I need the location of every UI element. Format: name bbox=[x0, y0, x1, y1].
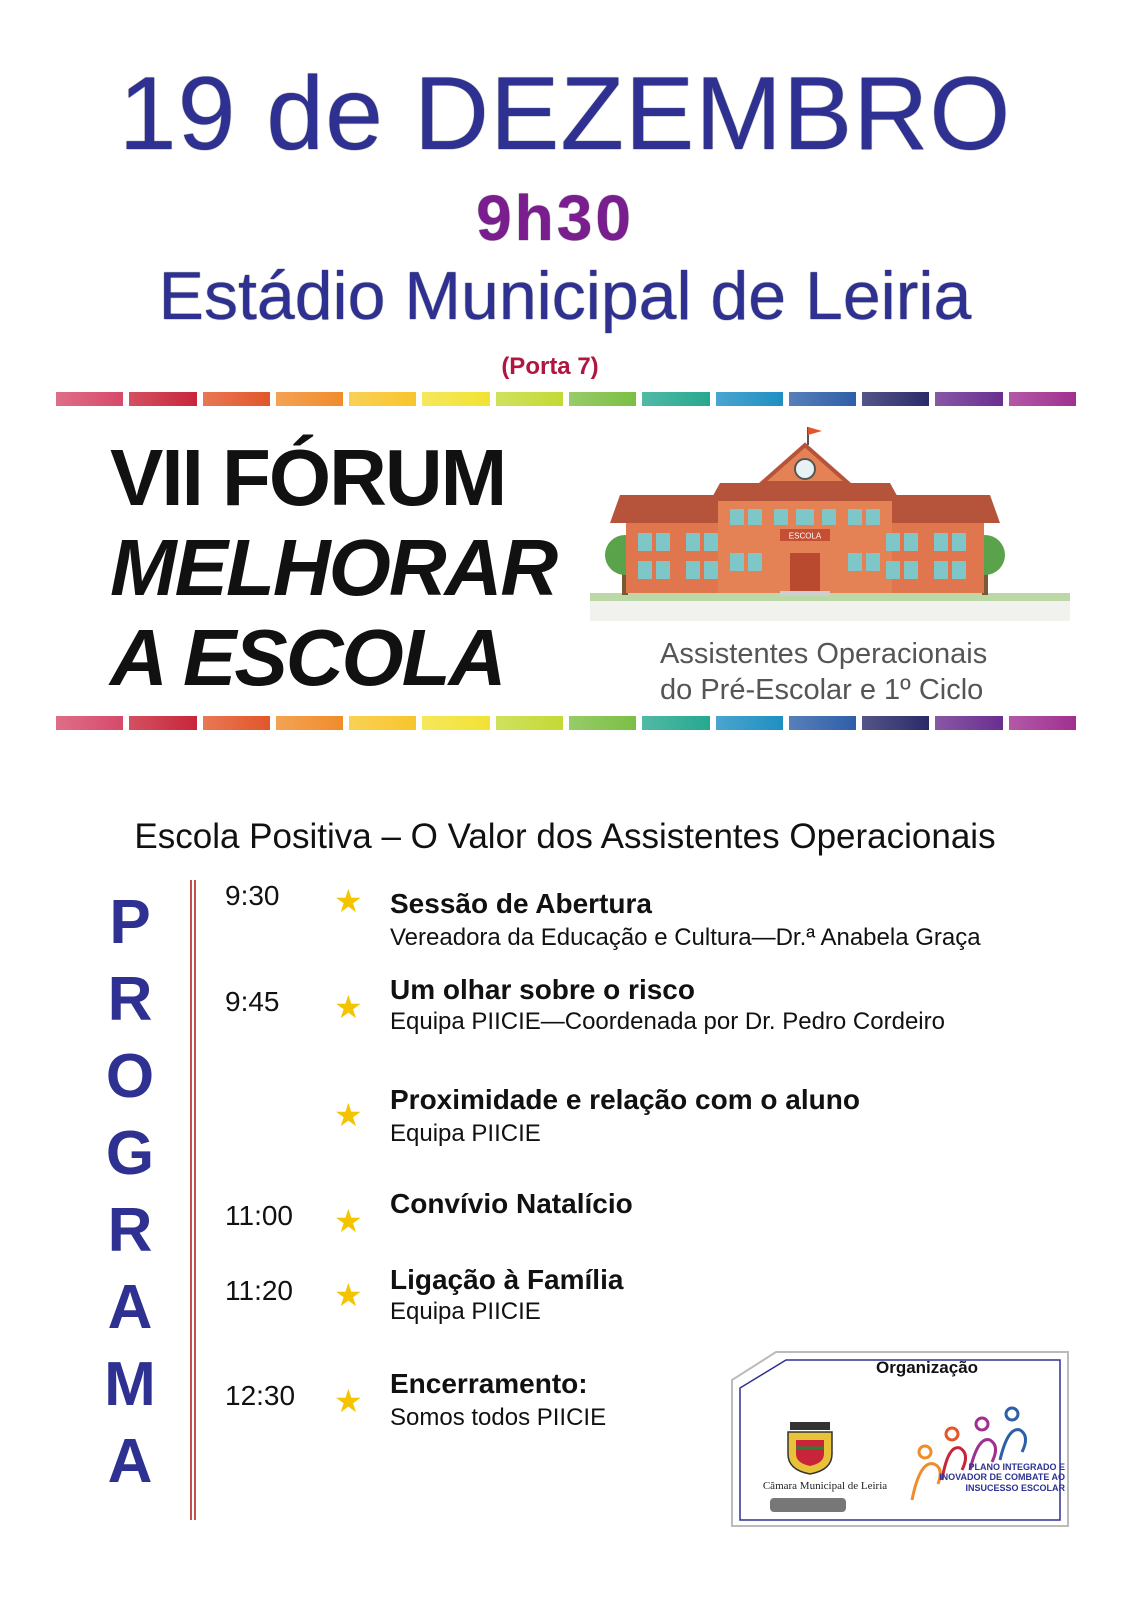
stripe-segment bbox=[789, 392, 856, 406]
stripe-segment bbox=[642, 392, 709, 406]
stripe-segment bbox=[862, 716, 929, 730]
clock-icon bbox=[795, 459, 815, 479]
program-item-time: 11:20 bbox=[225, 1275, 293, 1306]
programa-letter: P bbox=[109, 888, 151, 957]
programa-letter: M bbox=[104, 1350, 156, 1419]
program-item-title: Um olhar sobre o risco bbox=[390, 974, 695, 1005]
stripe-segment bbox=[349, 716, 416, 730]
flag-icon bbox=[808, 427, 822, 435]
programa-letter: A bbox=[107, 1273, 153, 1342]
program-item-desc: Equipa PIICIE bbox=[390, 1120, 541, 1147]
stripe-segment bbox=[496, 392, 563, 406]
programa-letter: R bbox=[107, 1196, 153, 1265]
program-item-time: 9:45 bbox=[225, 986, 280, 1017]
door bbox=[790, 553, 820, 593]
program-item-desc: Vereadora da Educação e Cultura—Dr.ª Anabela Graça bbox=[390, 924, 981, 951]
event-door: (Porta 7) bbox=[501, 353, 599, 380]
forum-title-line3: A ESCOLA bbox=[110, 613, 505, 702]
school-building-illustration bbox=[590, 425, 1070, 625]
event-time: 9h30 bbox=[476, 182, 634, 254]
programa-vertical-label bbox=[100, 884, 160, 1500]
stripe-segment bbox=[716, 392, 783, 406]
star-icon: ★ bbox=[334, 1383, 363, 1419]
stripe-segment bbox=[789, 716, 856, 730]
school-sign-text: ESCOLA bbox=[788, 531, 822, 541]
ground-shadow bbox=[590, 601, 1070, 621]
program-item-time: 12:30 bbox=[225, 1380, 296, 1411]
star-icon: ★ bbox=[334, 1203, 363, 1239]
stripe-segment bbox=[862, 392, 929, 406]
program-item-desc: Somos todos PIICIE bbox=[390, 1404, 607, 1431]
rainbow-stripe-top bbox=[56, 392, 1076, 406]
rainbow-stripe-bottom bbox=[56, 716, 1076, 730]
assistants-caption bbox=[660, 636, 987, 709]
stripe-segment bbox=[422, 716, 489, 730]
program-item-time: 9:30 bbox=[225, 880, 280, 911]
star-icon: ★ bbox=[334, 1277, 363, 1313]
star-icon: ★ bbox=[334, 989, 363, 1025]
stripe-segment bbox=[496, 716, 563, 730]
roof-center bbox=[710, 483, 900, 501]
program-divider-line bbox=[190, 880, 196, 1520]
star-icon: ★ bbox=[334, 1097, 363, 1133]
programa-letter: R bbox=[107, 965, 153, 1034]
stripe-segment bbox=[129, 392, 196, 406]
stripe-segment bbox=[422, 392, 489, 406]
program-item-title: Sessão de Abertura bbox=[390, 888, 652, 919]
steps bbox=[780, 591, 830, 596]
stripe-segment bbox=[716, 716, 783, 730]
stripe-segment bbox=[1009, 716, 1076, 730]
camara-website-badge bbox=[770, 1498, 846, 1512]
program-item-title: Proximidade e relação com o aluno bbox=[390, 1084, 860, 1115]
camara-municipal-name: Câmara Municipal de Leiria bbox=[762, 1480, 888, 1492]
assistants-caption-line1: Assistentes Operacionais bbox=[660, 638, 988, 670]
piicie-plan-name: PLANO INTEGRADO E INOVADOR DE COMBATE AO INSUCESSO ESCOLAR bbox=[939, 1462, 1065, 1493]
forum-title-line1: VII FÓRUM bbox=[110, 433, 506, 522]
stripe-segment bbox=[569, 716, 636, 730]
stripe-segment bbox=[276, 392, 343, 406]
programa-letter: O bbox=[105, 1042, 155, 1111]
stripe-segment bbox=[1009, 392, 1076, 406]
programa-letter: A bbox=[107, 1427, 153, 1496]
stripe-segment bbox=[56, 716, 123, 730]
stripe-segment bbox=[935, 392, 1002, 406]
event-venue: Estádio Municipal de Leiria bbox=[158, 258, 972, 334]
stripe-segment bbox=[642, 716, 709, 730]
assistants-caption-line2: do Pré-Escolar e 1º Ciclo bbox=[660, 674, 984, 707]
stripe-segment bbox=[276, 716, 343, 730]
leiria-coat-of-arms-icon bbox=[788, 1422, 832, 1474]
stripe-segment bbox=[569, 392, 636, 406]
program-item-desc: Equipa PIICIE bbox=[390, 1298, 541, 1325]
stripe-segment bbox=[203, 392, 270, 406]
stripe-segment bbox=[203, 716, 270, 730]
program-item-time: 11:00 bbox=[225, 1200, 293, 1231]
stripe-segment bbox=[129, 716, 196, 730]
forum-title-line2: MELHORAR bbox=[110, 523, 557, 612]
forum-subtitle: Escola Positiva – O Valor dos Assistentes Operacionais bbox=[134, 817, 996, 856]
stripe-segment bbox=[349, 392, 416, 406]
stripe-segment bbox=[56, 392, 123, 406]
program-item-title: Convívio Natalício bbox=[390, 1188, 633, 1219]
program-item-title: Ligação à Família bbox=[390, 1264, 624, 1295]
forum-title bbox=[110, 433, 557, 702]
star-icon: ★ bbox=[334, 883, 363, 919]
organization-label: Organização bbox=[876, 1358, 979, 1377]
program-item-title: Encerramento: bbox=[390, 1368, 588, 1399]
stripe-segment bbox=[935, 716, 1002, 730]
event-date: 19 de DEZEMBRO bbox=[118, 56, 1012, 172]
program-item-desc: Equipa PIICIE—Coordenada por Dr. Pedro Cordeiro bbox=[390, 1008, 945, 1035]
programa-letter: G bbox=[105, 1119, 155, 1188]
